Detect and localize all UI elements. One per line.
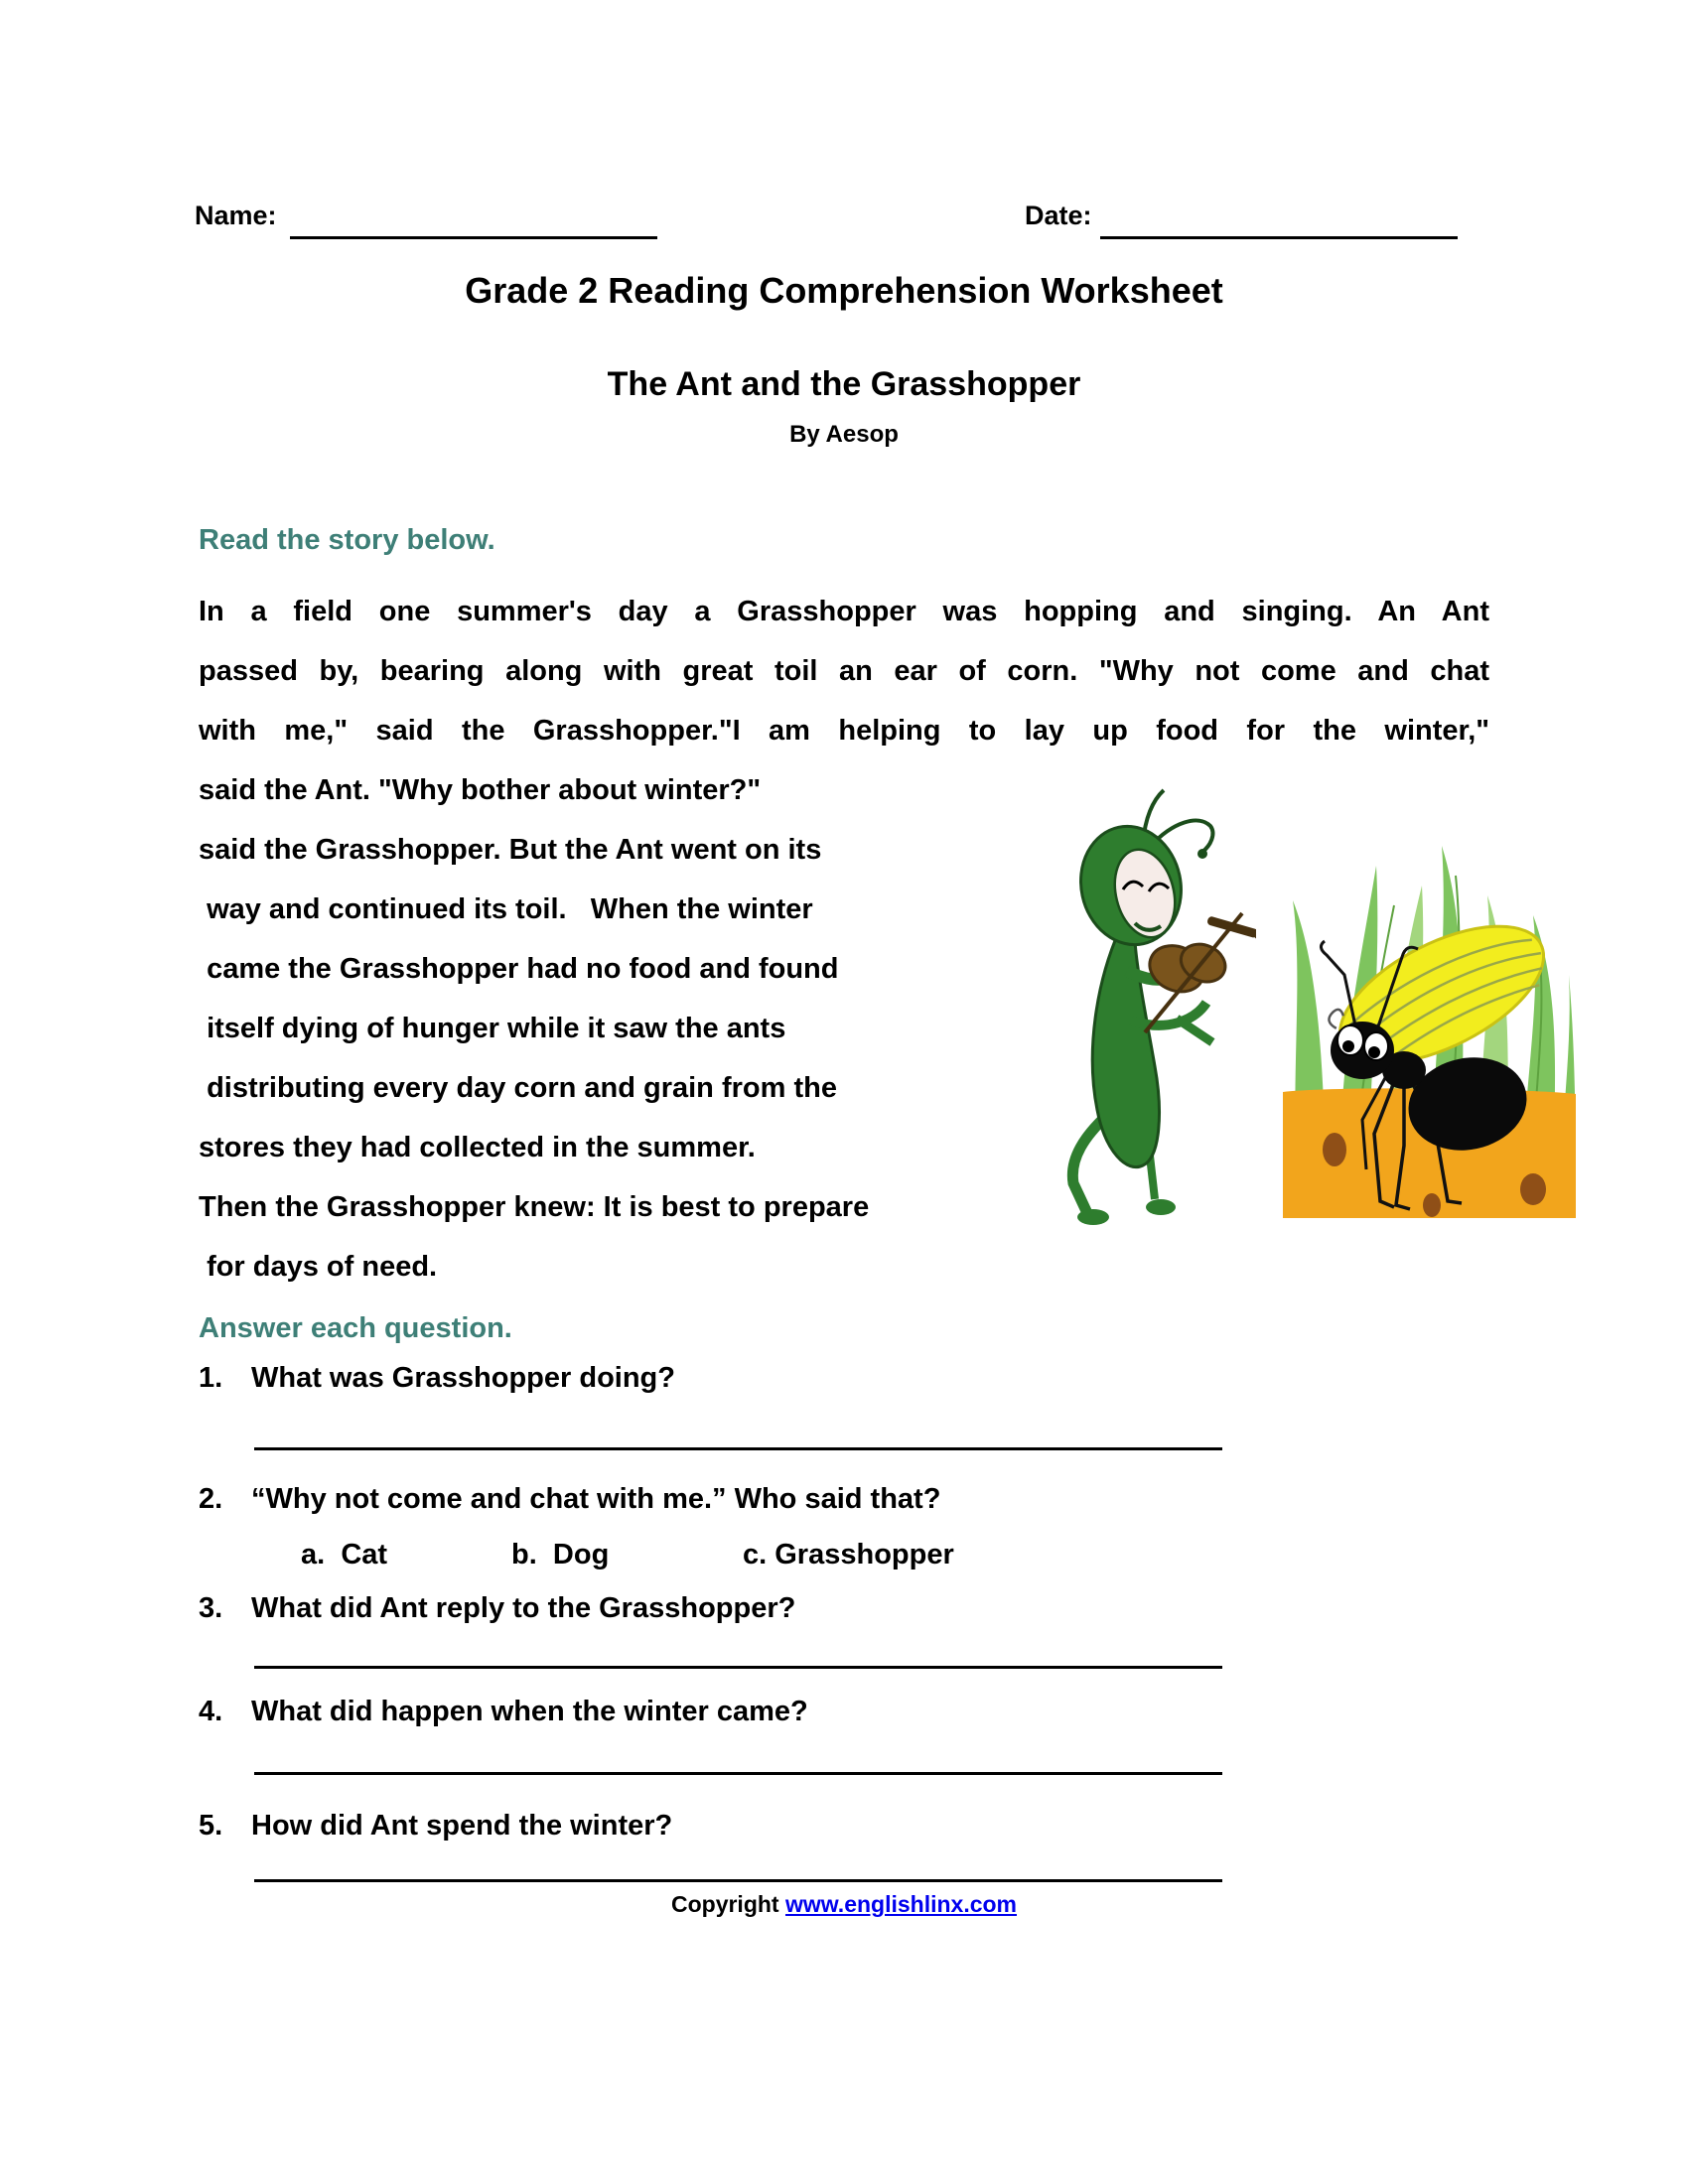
option-text: Cat xyxy=(341,1539,388,1570)
englishlinx-link[interactable]: www.englishlinx.com xyxy=(784,1891,1018,1917)
copyright-label: Copyright xyxy=(670,1891,785,1917)
grasshopper-violin-illustration xyxy=(1028,782,1256,1229)
story-line: stores they had collected in the summer. xyxy=(199,1132,756,1163)
question-2-options xyxy=(0,1539,1688,1578)
story-line: passed by, bearing along with great toil an ear of corn. "Why not come and chat xyxy=(199,655,1489,687)
option-b xyxy=(511,1539,609,1571)
question-4 xyxy=(0,1696,1688,1735)
answer-line xyxy=(254,1447,1222,1450)
story-line: said the Ant. "Why bother about winter?" xyxy=(199,774,762,806)
story-line: Then the Grasshopper knew: It is best to prepare xyxy=(199,1191,870,1223)
story-line: distributing every day corn and grain from the xyxy=(199,1072,837,1104)
page-title: Grade 2 Reading Comprehension Worksheet xyxy=(465,270,1223,311)
footer xyxy=(0,1891,1688,1918)
name-label: Name: xyxy=(195,201,277,230)
date-label: Date: xyxy=(1025,201,1092,230)
story-line: In a field one summer's day a Grasshopper was hopping and singing. An Ant xyxy=(199,596,1489,627)
option-c xyxy=(743,1539,954,1571)
question-text: What was Grasshopper doing? xyxy=(251,1362,675,1394)
answer-questions-heading: Answer each question. xyxy=(199,1312,512,1344)
option-text: Dog xyxy=(552,1539,610,1570)
ant-corn-illustration xyxy=(1283,806,1576,1218)
question-number: 1. xyxy=(199,1362,223,1394)
option-letter: a. xyxy=(301,1539,326,1570)
question-number: 4. xyxy=(199,1696,223,1727)
story-line: said the Grasshopper. But the Ant went on its xyxy=(199,834,822,866)
story-line: itself dying of hunger while it saw the ants xyxy=(199,1013,786,1044)
answer-line xyxy=(254,1879,1222,1882)
question-text: How did Ant spend the winter? xyxy=(251,1810,673,1842)
question-text: “Why not come and chat with me.” Who said that? xyxy=(251,1483,941,1515)
option-text: Grasshopper xyxy=(774,1539,954,1570)
option-a xyxy=(301,1539,387,1571)
option-letter: b. xyxy=(511,1539,537,1570)
story-author: By Aesop xyxy=(789,421,899,448)
question-number: 3. xyxy=(199,1592,223,1624)
question-3 xyxy=(0,1592,1688,1632)
question-2 xyxy=(0,1483,1688,1523)
date-blank-line xyxy=(1100,236,1458,239)
story-title: The Ant and the Grasshopper xyxy=(607,365,1081,403)
question-5 xyxy=(0,1810,1688,1849)
story-line: for days of need. xyxy=(199,1251,438,1283)
answer-line xyxy=(254,1772,1222,1775)
question-number: 2. xyxy=(199,1483,223,1515)
question-text: What did Ant reply to the Grasshopper? xyxy=(251,1592,796,1624)
question-number: 5. xyxy=(199,1810,223,1842)
story-line: with me," said the Grasshopper."I am helping to lay up food for the winter," xyxy=(199,715,1489,747)
name-blank-line xyxy=(290,236,657,239)
story-line: way and continued its toil. When the winter xyxy=(199,893,813,925)
answer-line xyxy=(254,1666,1222,1669)
question-1 xyxy=(0,1362,1688,1402)
option-letter: c. xyxy=(743,1539,768,1570)
story-line: came the Grasshopper had no food and found xyxy=(199,953,839,985)
question-text: What did happen when the winter came? xyxy=(251,1696,808,1727)
read-story-heading: Read the story below. xyxy=(199,524,495,556)
